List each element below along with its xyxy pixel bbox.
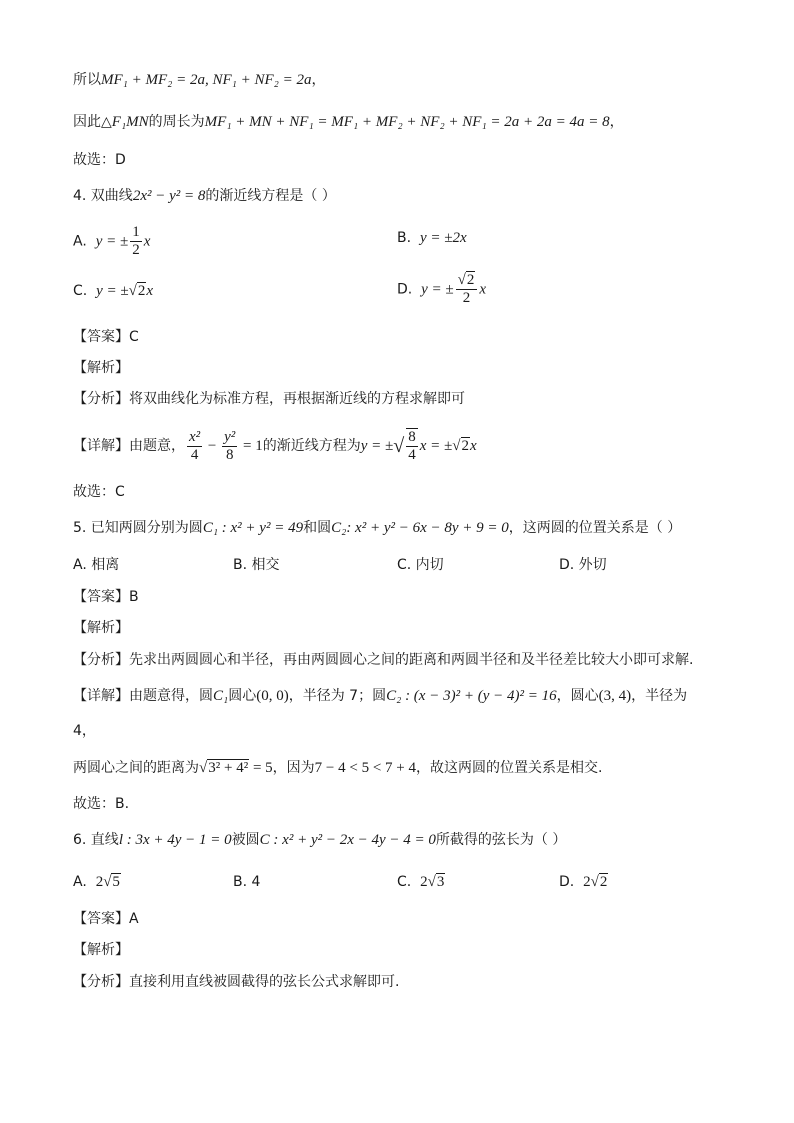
analysis-text: 将双曲线化为标准方程，再根据渐近线的方程求解即可 — [129, 391, 465, 407]
text: 被圆 — [231, 832, 260, 848]
q5-detail-cont: 4， — [73, 723, 96, 739]
text: ，圆心 — [556, 688, 599, 704]
answer-tag: 【答案】 — [73, 911, 129, 927]
formula: x — [479, 281, 487, 298]
formula: l : 3x + 4y − 1 = 0 — [118, 832, 232, 848]
numerator: y² — [224, 428, 236, 445]
punct: ， — [311, 72, 326, 88]
q4-detail — [73, 428, 477, 464]
q5-answer — [73, 587, 139, 607]
punct: ， — [609, 114, 624, 130]
text: 的渐近线方程为 — [262, 438, 361, 454]
q4-option-b — [397, 228, 467, 248]
q4-option-c — [73, 281, 153, 301]
denominator: 4 — [408, 447, 416, 463]
q6-analysis — [73, 972, 399, 992]
fraction — [130, 224, 142, 259]
formula: (3, 4) — [598, 688, 632, 704]
option-label: C. — [397, 874, 412, 890]
denominator: 2 — [132, 242, 140, 258]
formula: = 5 — [249, 760, 273, 776]
q6-option-c — [397, 872, 445, 892]
denominator: 4 — [190, 446, 199, 463]
formula: x — [470, 438, 477, 454]
solution-line-1 — [73, 70, 326, 90]
radicand: 2 — [599, 874, 608, 890]
formula: (0, 0) — [256, 688, 289, 704]
q6-answer — [73, 909, 139, 929]
q5-analysis — [73, 650, 693, 670]
formula: 7 − 4 < 5 < 7 + 4 — [314, 760, 417, 776]
answer-value: A — [129, 911, 139, 927]
q4-answer — [73, 327, 139, 347]
text: 由题意得，圆 — [129, 688, 213, 704]
denominator: 2 — [462, 290, 471, 306]
coefficient: 2 — [95, 874, 104, 890]
formula: y = ± — [95, 233, 129, 250]
radical-sign: √ — [128, 283, 137, 299]
radicand: 3² + 4² — [208, 760, 249, 776]
text: 的周长为 — [148, 114, 205, 130]
text: 所截得的弦长为（ ） — [435, 832, 567, 848]
fraction — [222, 429, 237, 464]
text: 圆心 — [228, 688, 257, 704]
q6-option-d — [559, 872, 608, 892]
answer-value: C — [129, 329, 139, 345]
radicand: 2 — [137, 283, 146, 299]
numerator: 1 — [132, 224, 140, 240]
text: 和圆 — [303, 520, 332, 536]
q3-choice: 故选：D — [73, 152, 126, 168]
formula: y = ± — [360, 438, 394, 454]
solution-line-2 — [73, 112, 624, 132]
q4-option-a — [73, 224, 150, 259]
q5-stem — [73, 518, 681, 538]
analysis-text: 先求出两圆圆心和半径，再由两圆圆心之间的距离和两圆半径和及半径差比较大小即可求解. — [129, 652, 694, 668]
answer-value: B — [129, 589, 139, 605]
q5-option-b: B. 相交 — [233, 557, 280, 573]
radicand: 3 — [436, 874, 445, 890]
text: ，这两圆的位置关系是（ ） — [508, 520, 682, 536]
numerator: x² — [189, 428, 201, 445]
analysis-tag: 【分析】 — [73, 974, 129, 990]
fraction — [187, 429, 202, 464]
analysis-tag: 【分析】 — [73, 391, 129, 407]
detail-tag: 【详解】 — [73, 688, 129, 704]
answer-tag: 【答案】 — [73, 589, 129, 605]
triangle-name: F₁MN — [111, 114, 149, 130]
fraction — [406, 428, 418, 464]
analysis-tag: 【分析】 — [73, 652, 129, 668]
text: 两圆心之间的距离为 — [73, 760, 199, 776]
formula: y = ± — [421, 281, 454, 298]
formula: 2x² − y² = 8 — [132, 188, 206, 204]
formula: C₂ : (x − 3)² + (y − 4)² = 16 — [386, 688, 557, 704]
q5-detail — [73, 686, 687, 706]
formula: x = ± — [419, 438, 453, 454]
detail-tag: 【详解】 — [73, 438, 129, 454]
coefficient: 2 — [420, 874, 428, 890]
text: ，故这两圆的位置关系是相交. — [416, 760, 603, 776]
formula: y = ±2x — [419, 230, 467, 246]
formula: C₂: x² + y² − 6x − 8y + 9 = 0 — [331, 520, 509, 536]
text: 5. 已知两圆分别为圆 — [73, 520, 203, 536]
answer-tag: 【答案】 — [73, 329, 129, 345]
q5-option-a: A. 相离 — [73, 557, 120, 573]
radical-sign: √ — [103, 874, 112, 890]
formula: x — [146, 283, 154, 299]
q5-option-d: D. 外切 — [559, 557, 607, 573]
option-label: A. — [73, 874, 87, 890]
radicand: 5 — [112, 874, 120, 890]
text: 6. 直线 — [73, 832, 119, 848]
radical-sign: √ — [393, 435, 405, 457]
q5-choice: 故选：B. — [73, 796, 130, 812]
formula: C : x² + y² − 2x − 4y − 4 = 0 — [259, 832, 436, 848]
option-label: C. — [73, 283, 88, 299]
numerator: 8 — [408, 429, 416, 445]
q4-stem — [73, 186, 336, 206]
radicand: 2 — [466, 272, 475, 288]
option-label: B. — [397, 230, 412, 246]
text: 由题意， — [129, 438, 185, 454]
radicand: 2 — [461, 438, 469, 454]
formula: MF₁ + MF₂ = 2a, NF₁ + NF₂ = 2a — [101, 72, 312, 88]
text: ，半径为 — [631, 688, 688, 704]
q6-stem — [73, 830, 566, 850]
fraction — [456, 272, 478, 307]
coefficient: 2 — [583, 874, 591, 890]
numerator — [456, 272, 478, 290]
text: ，因为 — [272, 760, 315, 776]
formula: C₁ : x² + y² = 49 — [202, 520, 304, 536]
q5-distance — [73, 758, 602, 778]
option-label: D. — [559, 874, 575, 890]
q5-option-c: C. 内切 — [397, 557, 444, 573]
q6-option-a — [73, 872, 121, 892]
q5-jiexi: 【解析】 — [73, 620, 129, 636]
analysis-text: 直接利用直线被圆截得的弦长公式求解即可. — [129, 974, 400, 990]
radical-sign: √ — [590, 874, 599, 890]
text: 的渐近线方程是（ ） — [205, 188, 336, 204]
text: 4. 双曲线 — [73, 188, 133, 204]
radical-sign: √ — [452, 438, 461, 454]
option-label: D. — [397, 281, 413, 298]
radical-sign: √ — [457, 272, 466, 288]
q4-jiexi: 【解析】 — [73, 360, 129, 376]
formula: MF₁ + MN + NF₁ = MF₁ + MF₂ + NF₂ + NF₁ = 2a + 2a = 4a = 8 — [204, 114, 610, 130]
text: 所以 — [73, 72, 101, 88]
radical-sign: √ — [427, 874, 436, 890]
operator: − — [204, 438, 221, 454]
formula: = 1 — [239, 438, 263, 454]
text: ，半径为 7；圆 — [288, 688, 387, 704]
formula: x — [143, 233, 151, 250]
radical-sign: √ — [199, 760, 208, 776]
q4-analysis — [73, 389, 465, 409]
denominator: 8 — [225, 446, 234, 463]
formula: y = ± — [96, 283, 129, 299]
text: 因此△ — [73, 114, 112, 130]
q6-jiexi: 【解析】 — [73, 942, 129, 958]
q4-option-d — [397, 272, 486, 307]
q6-option-b: B. 4 — [233, 874, 261, 890]
option-label: A. — [73, 233, 87, 250]
q4-choice: 故选：C — [73, 484, 125, 500]
formula: C₁ — [213, 688, 229, 704]
